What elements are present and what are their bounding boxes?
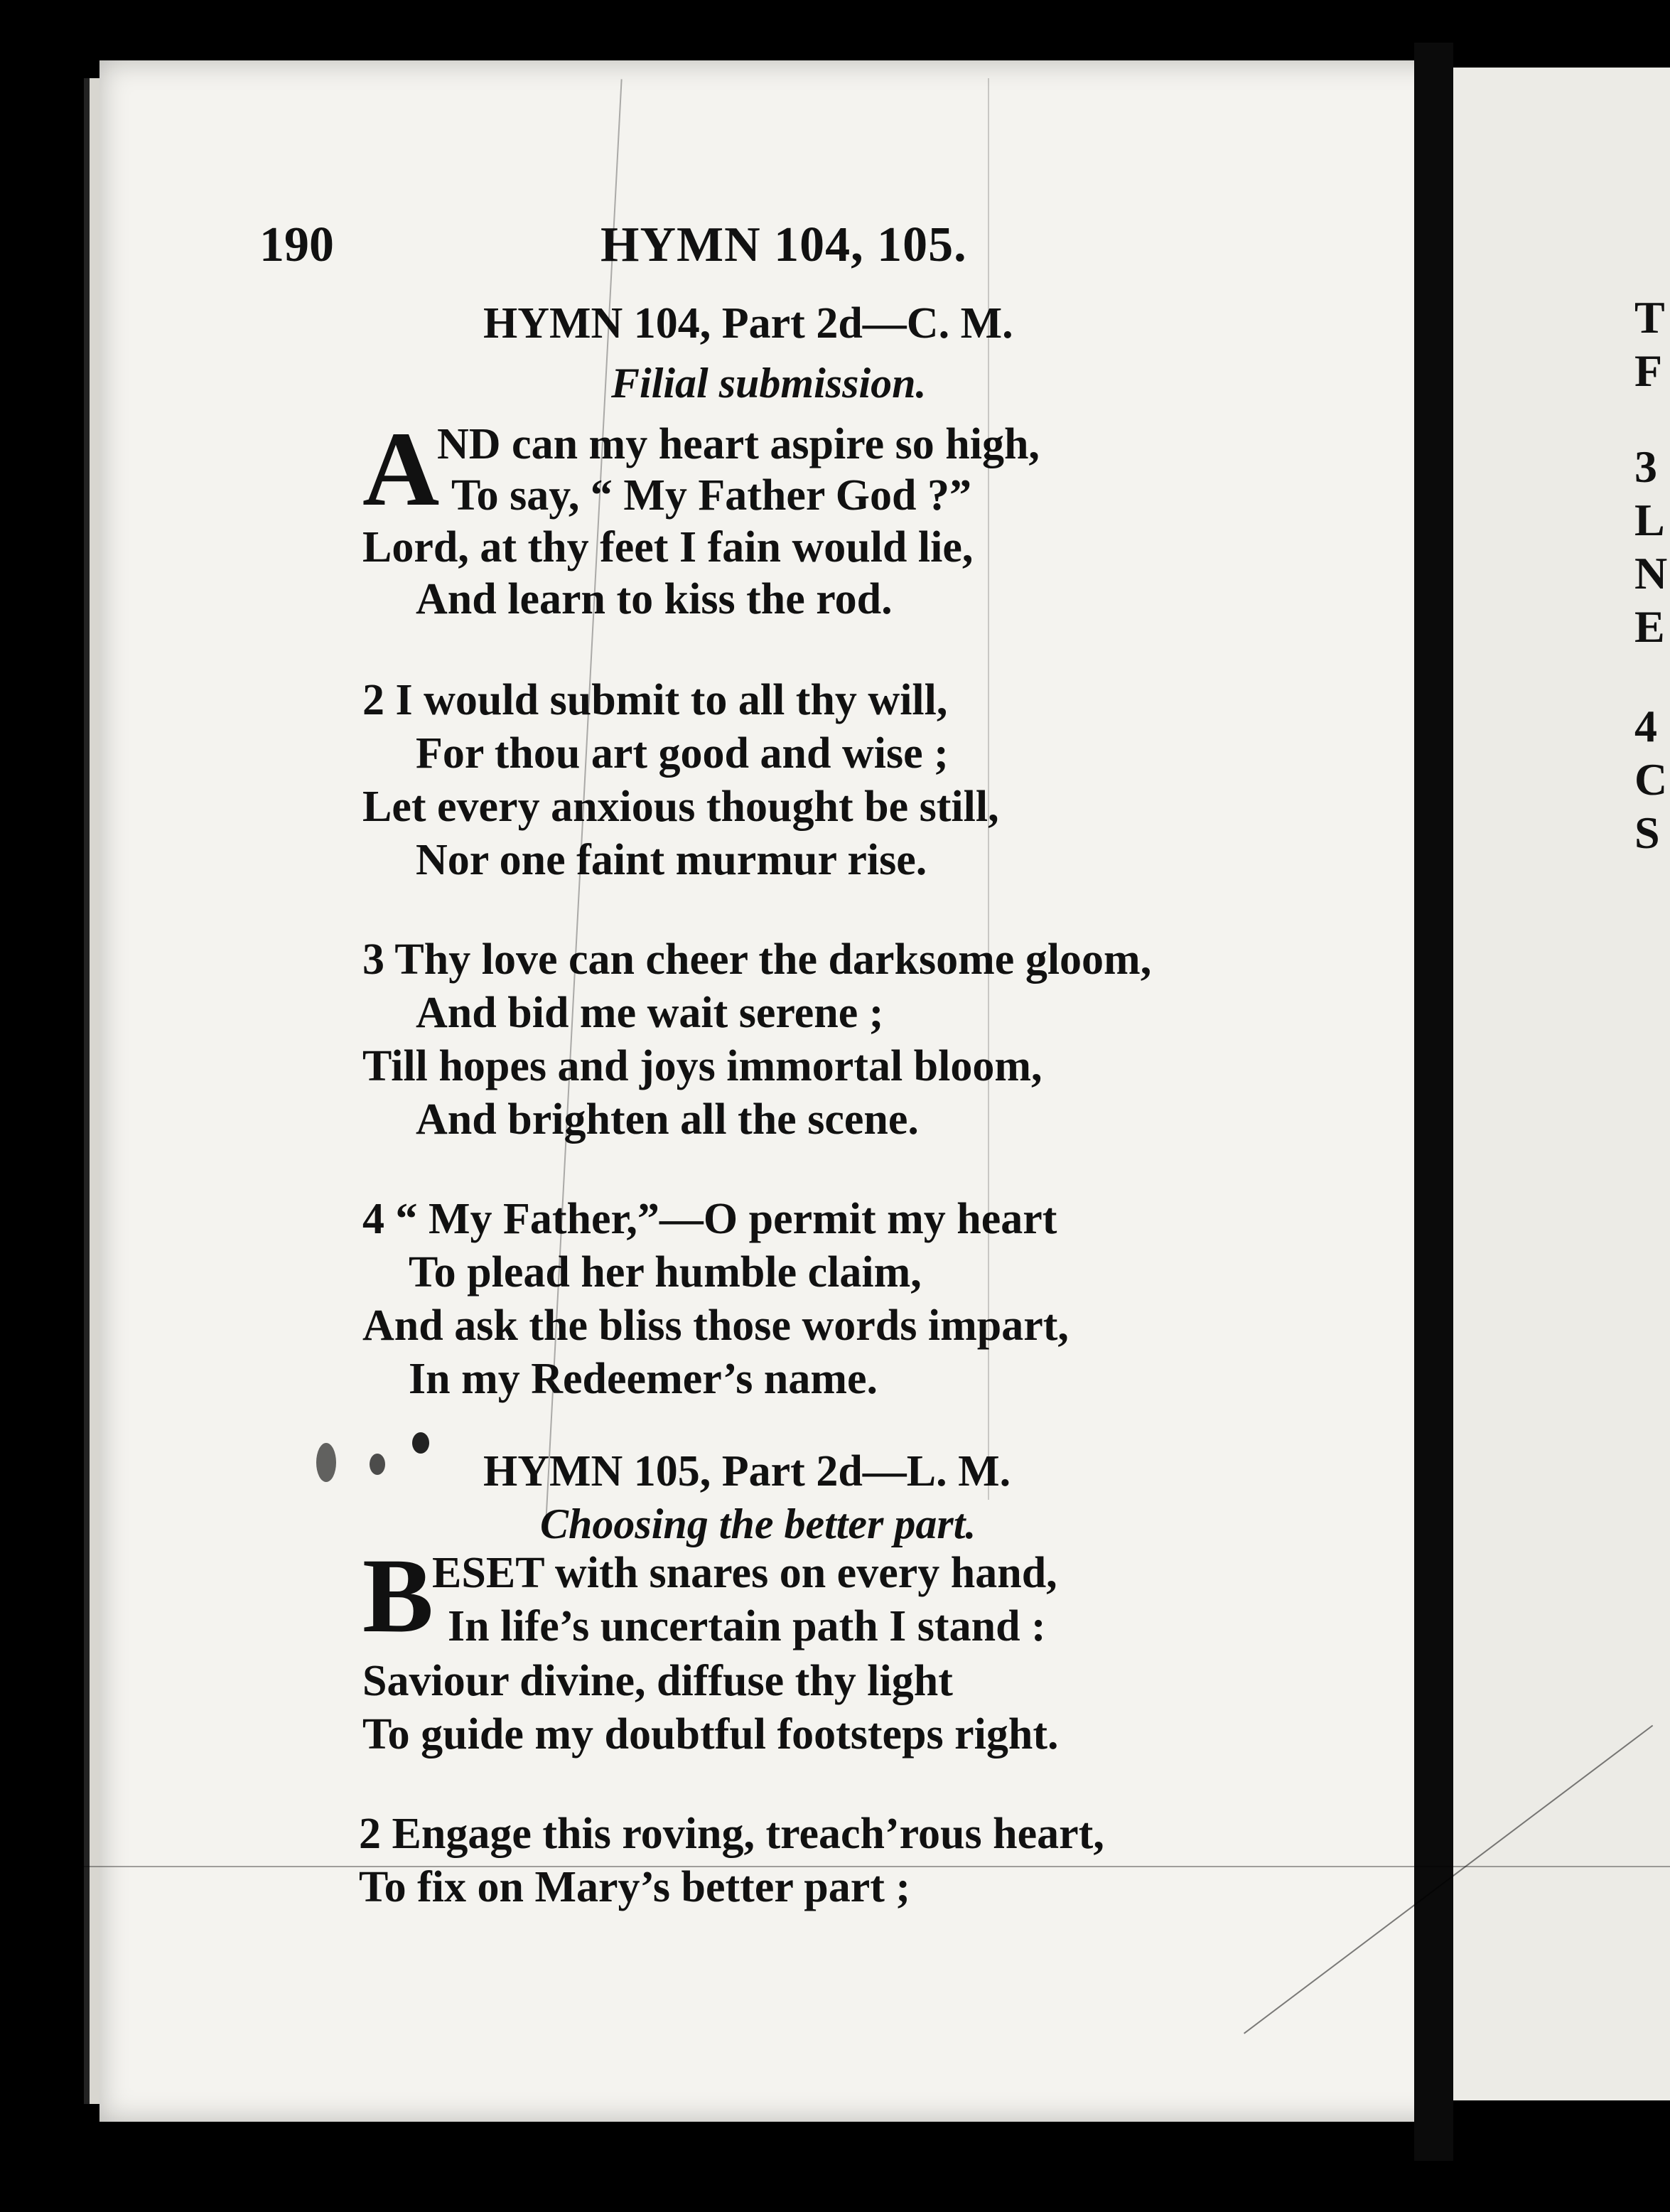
facing-fragment: T — [1634, 292, 1665, 343]
verse-line: To fix on Mary’s better part ; — [359, 1863, 911, 1911]
facing-fragment: 3 — [1634, 441, 1657, 492]
verse-line: To guide my doubtful footsteps right. — [362, 1710, 1059, 1759]
verse-line: And ask the bliss those words impart, — [362, 1301, 1069, 1350]
verse-line: In my Redeemer’s name. — [409, 1355, 878, 1403]
page-number: 190 — [259, 218, 334, 272]
verse-line: 3 Thy love can cheer the darksome gloom, — [362, 935, 1152, 984]
verse-line: And brighten all the scene. — [416, 1095, 919, 1144]
verse-line: Lord, at thy feet I fain would lie, — [362, 523, 974, 571]
scan-line — [0, 1866, 1670, 1867]
verse-line: Let every anxious thought be still, — [362, 783, 999, 831]
facing-fragment: C — [1634, 754, 1668, 805]
verse-line: 2 Engage this roving, treach’rous heart, — [359, 1810, 1104, 1858]
verse-line: 2 I would submit to all thy will, — [362, 676, 948, 724]
verse-line: 4 “ My Father,”—O permit my heart — [362, 1195, 1057, 1243]
verse-line: Till hopes and joys immortal bloom, — [362, 1042, 1043, 1090]
verse-line: And learn to kiss the rod. — [416, 575, 893, 623]
verse-line: In life’s uncertain path I stand : — [448, 1602, 1046, 1650]
ink-blot — [316, 1443, 336, 1482]
verse-line: To plead her humble claim, — [409, 1248, 922, 1296]
facing-fragment: L — [1634, 495, 1665, 545]
facing-fragment: 4 — [1634, 701, 1657, 751]
dropcap-a: A — [362, 410, 440, 528]
dropcap-b: B — [362, 1537, 434, 1655]
verse-line: To say, “ My Father God ?” — [451, 471, 972, 520]
verse-line: Nor one faint murmur rise. — [416, 836, 927, 884]
hymn-105-title: HYMN 105, Part 2d—L. M. — [483, 1447, 1011, 1496]
verse-line: ND can my heart aspire so high, — [437, 420, 1040, 468]
verse-line: Saviour divine, diffuse thy light — [362, 1657, 953, 1705]
facing-fragment: N — [1634, 548, 1668, 598]
running-header: HYMN 104, 105. — [600, 218, 967, 272]
verse-line: ESET with snares on every hand, — [432, 1549, 1057, 1597]
ink-blot — [412, 1432, 429, 1454]
facing-fragment: E — [1634, 601, 1665, 652]
facing-fragment: F — [1634, 345, 1663, 396]
book-gutter — [1414, 43, 1453, 2161]
facing-fragment: S — [1634, 807, 1660, 858]
ink-blot — [370, 1454, 385, 1475]
hymn-104-subtitle: Filial submission. — [611, 360, 927, 407]
verse-line: For thou art good and wise ; — [416, 729, 949, 778]
page-crease — [988, 78, 989, 1500]
hymn-104-title: HYMN 104, Part 2d—C. M. — [483, 299, 1013, 348]
verse-line: And bid me wait serene ; — [416, 989, 884, 1037]
hymn-105-subtitle: Choosing the better part. — [540, 1500, 976, 1547]
